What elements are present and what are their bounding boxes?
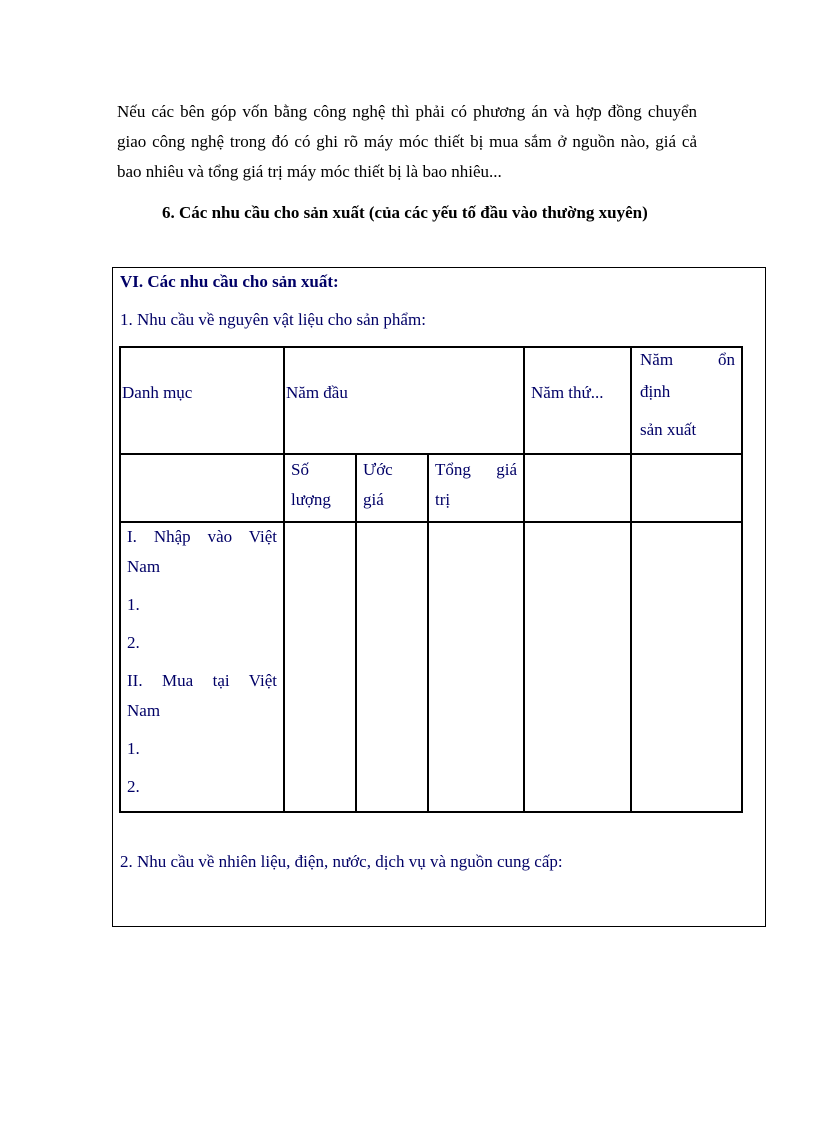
subheader-total-cell: [428, 454, 524, 522]
header-year-n-cell: [524, 347, 631, 454]
header-first-year-cell: [284, 347, 524, 454]
utilities-subtitle: 2. Nhu cầu về nhiên liệu, điện, nước, dịch vụ và nguồn cung cấp:: [120, 852, 563, 871]
subheader-total-line1: Tổng giá: [435, 460, 517, 479]
row-import-item1: 1.: [127, 595, 140, 614]
row-local-line2: Nam: [127, 701, 161, 720]
subheader-row: [120, 454, 742, 522]
subheader-quantity-line2: lượng: [291, 490, 331, 509]
items-year-n-cell: [524, 522, 631, 812]
items-stable-cell: [631, 522, 742, 812]
subheader-total: [435, 455, 517, 515]
items-list: [127, 523, 277, 805]
intro-paragraph: Nếu các bên góp vốn bằng công nghệ thì phải có phương án và hợp đồng chuyển giao công nghệ trong đó có ghi rõ máy móc thiết bị mua sắm ở nguồn nào, giá cả bao nhiêu và tổng giá trị máy móc thiết bị là bao nhiêu...: [117, 102, 697, 181]
row-import-line1: I. Nhập vào Việt: [127, 527, 277, 546]
subheader-est-price: [363, 455, 393, 515]
materials-subtitle: 1. Nhu cầu về nguyên vật liệu cho sản phẩm:: [120, 310, 426, 329]
header-first-year: Năm đầu: [286, 383, 348, 402]
subheader-year-n-cell: [524, 454, 631, 522]
items-est-price-cell: [356, 522, 428, 812]
row-local-item1: 1.: [127, 739, 140, 758]
items-total-cell: [428, 522, 524, 812]
items-quantity-cell: [284, 522, 356, 812]
header-row: [120, 347, 742, 454]
row-local-line1: II. Mua tại Việt: [127, 671, 277, 690]
header-stable: [640, 344, 735, 446]
header-category-cell: [120, 347, 284, 454]
subheader-est-price-line2: giá: [363, 490, 384, 509]
subheader-est-price-line1: Ước: [363, 460, 393, 479]
subheader-empty-cell: [120, 454, 284, 522]
header-stable-line2: định: [640, 382, 671, 401]
header-stable-cell: [631, 347, 742, 454]
subheader-quantity-line1: Số: [291, 460, 309, 479]
subheader-total-line2: trị: [435, 490, 451, 509]
header-stable-line3: sản xuất: [640, 420, 697, 439]
box-title: VI. Các nhu cầu cho sản xuất:: [120, 272, 339, 291]
subheader-quantity: [291, 455, 331, 515]
production-needs-box: [112, 267, 766, 927]
header-category: Danh mục: [122, 383, 193, 402]
items-category-cell: [120, 522, 284, 812]
row-import-line2: Nam: [127, 557, 161, 576]
header-stable-word2: ổn: [718, 350, 735, 369]
header-stable-word1: Năm: [640, 350, 674, 369]
subheader-quantity-cell: [284, 454, 356, 522]
row-import-item2: 2.: [127, 633, 140, 652]
row-local-item2: 2.: [127, 777, 140, 796]
section-heading: 6. Các nhu cầu cho sản xuất (của các yếu tố đầu vào thường xuyên): [162, 203, 648, 222]
subheader-stable-cell: [631, 454, 742, 522]
subheader-est-price-cell: [356, 454, 428, 522]
items-row: [120, 522, 742, 812]
materials-table: [119, 346, 743, 813]
header-year-n: Năm thứ...: [531, 383, 604, 402]
